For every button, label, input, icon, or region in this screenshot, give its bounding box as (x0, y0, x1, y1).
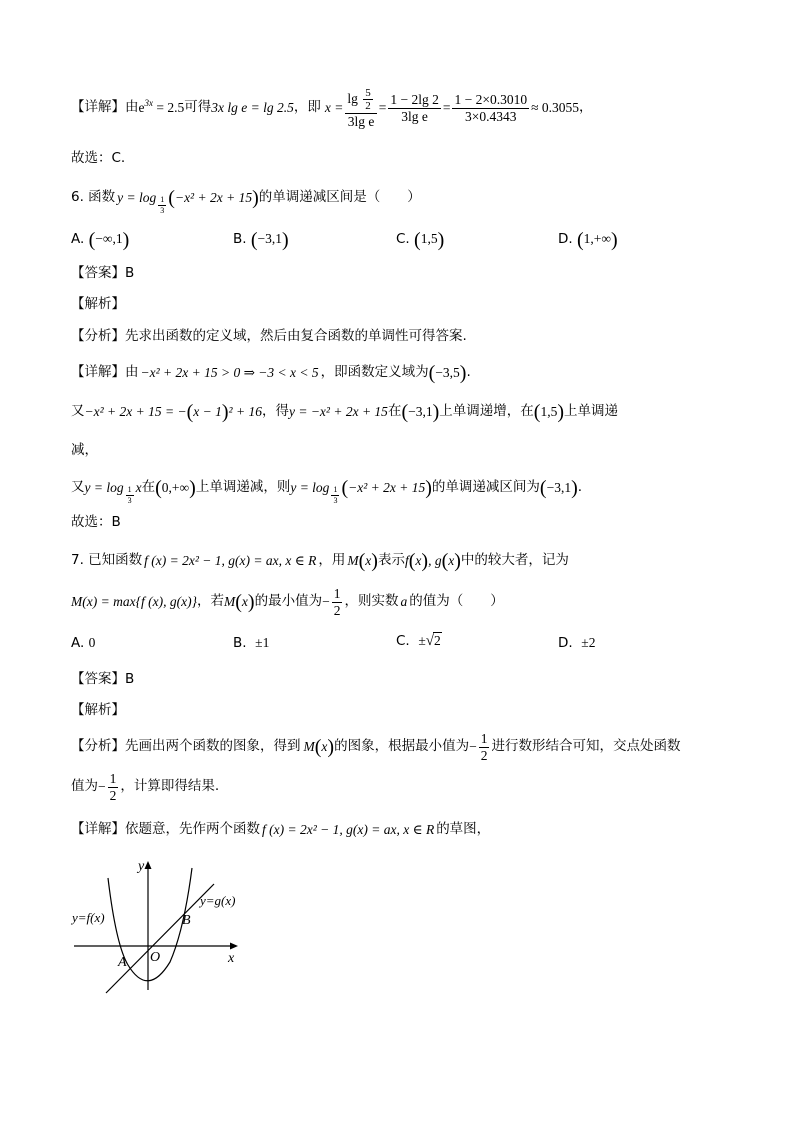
q7-fenxi-line2: 值为 − $\frac{1}{2}$ ，计算即得结果. (71, 770, 220, 803)
origin-label: O (150, 950, 161, 965)
answer-label: 【答案】B (71, 265, 135, 281)
fraction: lg $\frac{5}{2}$ 3lg e (345, 87, 376, 130)
q6-detail-line3: 又 y = log $\frac{1}{3}$ x 在 ( 0,+∞ ) 上单调递减，则 y = log $\frac{1}{3}$ ( −x² + 2x + 15 ) 的单调递减区间为 ( −3,1 ) . (71, 477, 583, 505)
x-axis-arrow (230, 943, 238, 950)
fraction: $\frac{1 - 2\lg 2}{\text{3lg e}}$ (390, 91, 439, 124)
q6-option-d: D. (1,+∞) (558, 229, 618, 251)
question-6-stem: 6. 函数 y = log $\frac{1}{3}$ ( −x² + 2x + 15 ) 的单调递减区间是（ ） (71, 187, 421, 215)
q7-detail-line: 【详解】 依题意，先作两个函数 f (x) = 2x² − 1, g(x) = ax, x ∈ R 的草图， (71, 821, 491, 838)
math-eq: −x² + 2x + 15 (174, 190, 253, 206)
math-eq: $e^{3x} = 2.5$ (138, 98, 185, 116)
q6-option-a: A. (−∞,1) (71, 229, 130, 251)
point-a-label: A (118, 955, 127, 970)
q6-option-c: C. (1,5) (396, 229, 445, 251)
question-7-stem-line2: M(x) = max{f (x), g(x)} ，若 M ( x ) 的最小值为 − $\frac{1}{2}$ ，则实数 a 的值为（ ） (71, 585, 504, 618)
f-curve-label: y=f(x) (72, 910, 105, 925)
math-eq: y = log (117, 190, 157, 206)
g-line-label: y=g(x) (200, 893, 236, 908)
choice-text: 故选：C. (71, 150, 126, 166)
q7-option-d: D. ±2 (558, 635, 596, 651)
y-axis-label: y (138, 859, 145, 874)
q7-option-a: A. 0 (71, 635, 96, 651)
math-eq: = (378, 100, 387, 116)
math-eq: 3x lg e = lg 2.5 (211, 100, 294, 116)
log-base: $\frac{1}{3}$ (160, 195, 165, 215)
text: 由 (125, 99, 139, 116)
function-graph (66, 850, 256, 1000)
choice-text: 故选：B (71, 514, 121, 530)
q6-option-b: B. (−3,1) (233, 229, 289, 251)
q7-option-c: C. ±√2 (396, 633, 441, 649)
x-axis-label: x (228, 951, 235, 966)
q7-fenxi-line1: 【分析】 先画出两个函数的图象，得到 M ( x ) 的图象，根据最小值为 − $\frac{1}{2}$ 进行数形结合可知，交点处函数 (71, 730, 681, 763)
q6-detail-line1: 【详解】 由 −x² + 2x + 15 > 0 ⇒ −3 < x < 5 ，即函数定义域为 ( −3,5 ) . (71, 362, 471, 384)
text: ，即 (293, 99, 321, 116)
q7-option-b: B. ±1 (233, 635, 270, 651)
line-g (106, 884, 214, 993)
analysis-label: 【解析】 (71, 296, 125, 312)
point-b-label: B (182, 913, 191, 928)
text: 的单调递减区间是（ ） (258, 189, 421, 206)
text: ， (579, 99, 593, 116)
text: 可得 (184, 99, 212, 116)
q6-detail-line2-cont: 减， (71, 442, 98, 458)
y-axis-arrow (145, 861, 152, 869)
detail-label: 【详解】 (71, 99, 125, 116)
fenxi-line: 【分析】先求出函数的定义域，然后由复合函数的单调性可得答案. (71, 328, 467, 344)
fraction: $\frac{1 - 2\times 0.3010}{3\times 0.4343}$ (454, 91, 528, 124)
p5-detail-line (71, 88, 593, 128)
question-7-stem-line1: 7. 已知函数 f (x) = 2x² − 1, g(x) = ax, x ∈ R ，用 M ( x ) 表示 f ( x ) , g ( x ) 中的较大者，记为 (71, 550, 569, 572)
q6-detail-line2: 又 −x² + 2x + 15 = − ( x − 1 ) ² + 16 ，得 y = −x² + 2x + 15 在 ( −3,1 ) 上单调递增，在 ( 1,5 ) 上单调递 (71, 401, 618, 423)
math-eq: ≈ 0.3055 (531, 100, 580, 116)
math-eq: = (442, 100, 451, 116)
answer-label: 【答案】B (71, 671, 135, 687)
question-number: 6. 函数 (71, 189, 116, 206)
analysis-label: 【解析】 (71, 702, 125, 718)
math-eq: x = (324, 100, 344, 116)
